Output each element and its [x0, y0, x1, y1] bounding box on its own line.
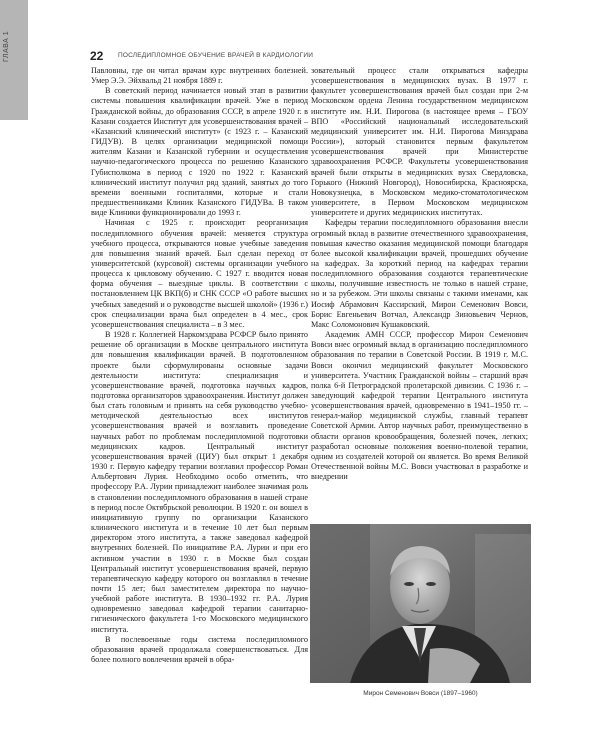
portrait-photo [310, 524, 531, 683]
paragraph: В 1928 г. Коллегией Наркомздрава РСФСР было принято решение об организации в Москве центрального института для повышения квалификации врачей. В подготовленном проекте были сформулированы основные задачи деятельности института: специализация и усовершенствование врачей, подготовка научных кадров, подготовка организаторов здравоохранения. Институт должен был стать головным и принять на себя руководство учебно-методической деятельностью всех институтов усовершенствования врачей и возглавить проведение научных работ по проблемам последипломной подготовки медицинских кадров. Центральный институт усовершенствования врачей (ЦИУ) был открыт 1 декабря 1930 г. Первую кафедру терапии возглавил профессор Роман Альбертович Лурия. Необходимо особо отметить, что профессору Р.А. Лурии принадлежит наиболее значимая роль в становлении последипломного образования в нашей стране в период после Октябрьской революции. В 1920 г. он вошел в инициативную группу по организации Казанского клинического института и в течение 10 лет был первым директором этого института, а также заведовал кафедрой внутренних болезней. По инициативе Р.А. Лурии и при его активном участии в 1930 г. в Москве был создан Центральный институт усовершенствования врачей, первую терапевтическую кафедру которого он возглавлял в течение почти 15 лет; был заместителем директора по научно-учебной работе института. В 1930–1932 гг. Р.А. Лурия одновременно заведовал кафедрой терапии санитарно-гигиенического факультета 1-го Московского медицинского института. [91, 330, 308, 634]
portrait-image [310, 524, 531, 683]
chapter-side-tab [0, 0, 28, 120]
chapter-label: ГЛАВА 1 [3, 30, 10, 62]
paragraph: В советский период начинается новый этап в развитии системы повышения квалификации врачей. Уже в период Гражданской войны, до образования СССР, в апреле 1920 г. в Казани создается Институт для усовершенствования врачей – «Казанский клинический институт» (с 1923 г. – Казанский ГИДУВ). В целях организации медицинской помощи жителям Казани и Казанской губернии и осуществления научно-педагогического процесса по решению Казанского Губисполкома в период с 1920 по 1922 г. Казанский клинический институт получил ряд зданий, занятых до того времени военными госпиталями, которые и стали предшественниками Клиник Казанского ГИДУВа. В таком виде Клиники функционировали до 1993 г. [91, 86, 308, 218]
page-number: 22 [90, 49, 104, 63]
right-text-column [311, 66, 528, 482]
paragraph: Начиная с 1925 г. происходит реорганизация последипломного обучения врачей: меняется структура учебного процесса, открываются новые учебные заведения для повышения знаний врачей. Был сделан переход от университетской (курсовой) системы организации учебного процесса к цикловому обучению. С 1927 г. вводится новая форма обучения – выездные циклы. В соответствии с постановлением ЦК ВКП(б) и СНК СССР «О работе высших учебных заведений и о руководстве высшей школой» (1936 г.) срок специализации врача был определен в 4 мес., срок усовершенствования специалиста – в 3 мес. [91, 218, 308, 329]
paragraph: Академик АМН СССР, профессор Мирон Семенович Вовси внес огромный вклад в организацию последипломного образования по терапии в Советской России. В 1919 г. М.С. Вовси окончил медицинский факультет Московского университета. Участник Гражданской войны – старший врач полка 6-й Петроградской пролетарской дивизии. С 1936 г. – заведующий кафедрой терапии Центрального института усовершенствования врачей, одновременно в 1941–1950 гг. – генерал-майор медицинской службы, главный терапевт Советской Армии. Автор научных работ, преимущественно в области органов кровообращения, болезней почек, легких; разработал основные положения военно-полевой терапии, одним из создателей которой он является. Во время Великой Отечественной войны М.С. Вовси участвовал в разработке и внедрении [311, 330, 528, 482]
left-text-column [91, 66, 308, 665]
running-title: ПОСЛЕДИПЛОМНОЕ ОБУЧЕНИЕ ВРАЧЕЙ В КАРДИОЛОГИИ [118, 52, 314, 59]
page-header [90, 49, 540, 63]
paragraph: Павловны, где он читал врачам курс внутренних болезней. Умер Э.Э. Эйхвальд 21 ноября 1889 г. [91, 66, 308, 86]
paragraph: В послевоенные годы система последипломного образования врачей продолжала совершенствоваться. Для более полного вовлечения врачей в обра- [91, 634, 308, 665]
paragraph: Кафедры терапии последипломного образования внесли огромный вклад в развитие отечественного здравоохранения, повышая качество оказания медицинской помощи благодаря более высокой квалификации врачей, прошедших обучение на кафедрах. За короткий период на кафедрах терапии последипломного образования создаются терапевтические школы, получившие известность не только в нашей стране, но и за рубежом. Эти школы связаны с такими именами, как Иосиф Абрамович Кассирский, Мирон Семенович Вовси, Борис Евгеньевич Вотчал, Александр Зиновьевич Чернов, Макс Соломонович Кушаковский. [311, 218, 528, 329]
paragraph: зовательный процесс стали открываться кафедры усовершенствования в медицинских вузах. В 1977 г. факультет усовершенствования врачей был создан при 2-м Московском ордена Ленина государственном медицинском институте им. Н.И. Пирогова (в настоящее время – ГБОУ ВПО «Российский национальный исследовательский медицинский университет им. Н.И. Пирогова Минздрава России»), который становится первым факультетом усовершенствования врачей при Министерстве здравоохранения РСФСР. Факультеты усовершенствования врачей были открыты в медицинских вузах Свердловска, Горького (Нижний Новгород), Новосибирска, Красноярска, Новокузнецка, в Московском медико-стоматологическом университете, в Первом Московском медицинском университете и других медицинских институтах. [311, 66, 528, 218]
photo-caption: Мирон Семенович Вовси (1897–1960) [363, 690, 478, 697]
